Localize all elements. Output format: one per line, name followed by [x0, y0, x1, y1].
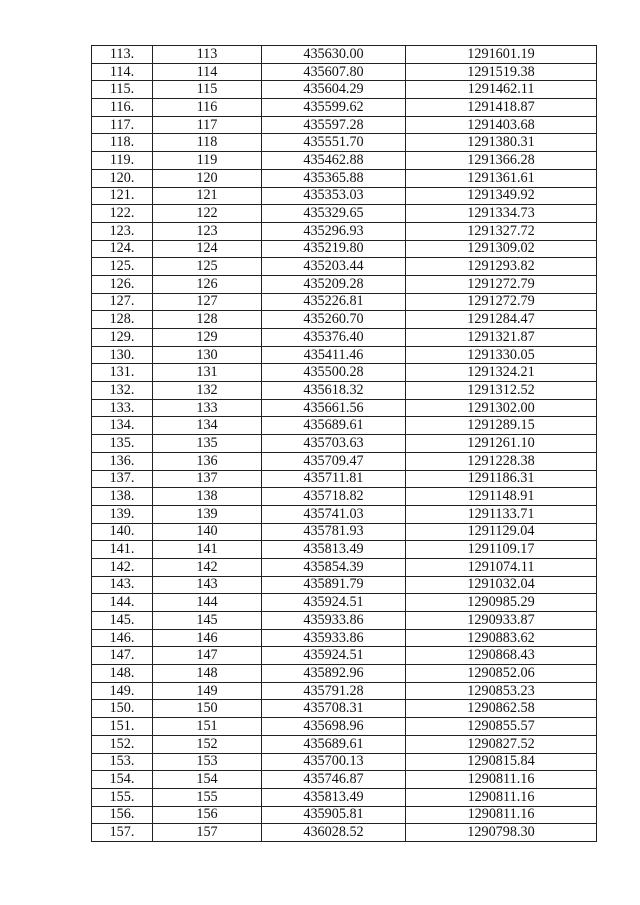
row-number-cell: 131.: [92, 364, 153, 382]
point-id-cell: 134: [153, 417, 262, 435]
x-coordinate-cell: 435892.96: [262, 665, 406, 683]
y-coordinate-cell: 1290811.16: [406, 806, 597, 824]
table-row: [92, 116, 597, 134]
row-number-cell: 132.: [92, 382, 153, 400]
y-coordinate-cell: 1291284.47: [406, 311, 597, 329]
row-number-cell: 133.: [92, 399, 153, 417]
y-coordinate-cell: 1291148.91: [406, 488, 597, 506]
x-coordinate-cell: 435905.81: [262, 806, 406, 824]
table-row: [92, 399, 597, 417]
point-id-cell: 125: [153, 258, 262, 276]
y-coordinate-cell: 1291293.82: [406, 258, 597, 276]
x-coordinate-cell: 436028.52: [262, 824, 406, 842]
row-number-cell: 127.: [92, 293, 153, 311]
row-number-cell: 123.: [92, 222, 153, 240]
y-coordinate-cell: 1291321.87: [406, 329, 597, 347]
table-row: [92, 612, 597, 630]
y-coordinate-cell: 1291109.17: [406, 541, 597, 559]
x-coordinate-cell: 435376.40: [262, 329, 406, 347]
point-id-cell: 138: [153, 488, 262, 506]
row-number-cell: 143.: [92, 576, 153, 594]
table-row: [92, 771, 597, 789]
point-id-cell: 133: [153, 399, 262, 417]
row-number-cell: 148.: [92, 665, 153, 683]
point-id-cell: 121: [153, 187, 262, 205]
y-coordinate-cell: 1291186.31: [406, 470, 597, 488]
x-coordinate-cell: 435813.49: [262, 788, 406, 806]
point-id-cell: 132: [153, 382, 262, 400]
y-coordinate-cell: 1291289.15: [406, 417, 597, 435]
row-number-cell: 144.: [92, 594, 153, 612]
row-number-cell: 157.: [92, 824, 153, 842]
x-coordinate-cell: 435708.31: [262, 700, 406, 718]
table-row: [92, 275, 597, 293]
y-coordinate-cell: 1291228.38: [406, 452, 597, 470]
y-coordinate-cell: 1291519.38: [406, 63, 597, 81]
y-coordinate-cell: 1291302.00: [406, 399, 597, 417]
point-id-cell: 123: [153, 222, 262, 240]
table-row: [92, 558, 597, 576]
row-number-cell: 126.: [92, 275, 153, 293]
row-number-cell: 136.: [92, 452, 153, 470]
point-id-cell: 157: [153, 824, 262, 842]
point-id-cell: 154: [153, 771, 262, 789]
y-coordinate-cell: 1290811.16: [406, 788, 597, 806]
table-row: [92, 346, 597, 364]
point-id-cell: 149: [153, 682, 262, 700]
point-id-cell: 141: [153, 541, 262, 559]
point-id-cell: 155: [153, 788, 262, 806]
x-coordinate-cell: 435209.28: [262, 275, 406, 293]
point-id-cell: 126: [153, 275, 262, 293]
x-coordinate-cell: 435630.00: [262, 46, 406, 64]
point-id-cell: 115: [153, 81, 262, 99]
y-coordinate-cell: 1290855.57: [406, 718, 597, 736]
y-coordinate-cell: 1291272.79: [406, 275, 597, 293]
y-coordinate-cell: 1291312.52: [406, 382, 597, 400]
x-coordinate-cell: 435411.46: [262, 346, 406, 364]
row-number-cell: 134.: [92, 417, 153, 435]
row-number-cell: 115.: [92, 81, 153, 99]
table-row: [92, 382, 597, 400]
y-coordinate-cell: 1290815.84: [406, 753, 597, 771]
point-id-cell: 139: [153, 505, 262, 523]
x-coordinate-cell: 435933.86: [262, 629, 406, 647]
point-id-cell: 130: [153, 346, 262, 364]
table-row: [92, 152, 597, 170]
y-coordinate-cell: 1291330.05: [406, 346, 597, 364]
x-coordinate-cell: 435924.51: [262, 647, 406, 665]
x-coordinate-cell: 435597.28: [262, 116, 406, 134]
x-coordinate-cell: 435599.62: [262, 99, 406, 117]
y-coordinate-cell: 1290933.87: [406, 612, 597, 630]
x-coordinate-cell: 435365.88: [262, 169, 406, 187]
y-coordinate-cell: 1291032.04: [406, 576, 597, 594]
point-id-cell: 113: [153, 46, 262, 64]
y-coordinate-cell: 1291418.87: [406, 99, 597, 117]
table-row: [92, 205, 597, 223]
y-coordinate-cell: 1290862.58: [406, 700, 597, 718]
x-coordinate-cell: 435462.88: [262, 152, 406, 170]
row-number-cell: 117.: [92, 116, 153, 134]
row-number-cell: 153.: [92, 753, 153, 771]
row-number-cell: 154.: [92, 771, 153, 789]
row-number-cell: 125.: [92, 258, 153, 276]
table-row: [92, 364, 597, 382]
table-row: [92, 311, 597, 329]
y-coordinate-cell: 1291361.61: [406, 169, 597, 187]
y-coordinate-cell: 1291334.73: [406, 205, 597, 223]
coordinates-table: [91, 45, 597, 842]
x-coordinate-cell: 435781.93: [262, 523, 406, 541]
point-id-cell: 144: [153, 594, 262, 612]
point-id-cell: 124: [153, 240, 262, 258]
row-number-cell: 116.: [92, 99, 153, 117]
table-row: [92, 523, 597, 541]
row-number-cell: 135.: [92, 435, 153, 453]
table-row: [92, 735, 597, 753]
table-row: [92, 258, 597, 276]
x-coordinate-cell: 435933.86: [262, 612, 406, 630]
point-id-cell: 127: [153, 293, 262, 311]
row-number-cell: 140.: [92, 523, 153, 541]
x-coordinate-cell: 435700.13: [262, 753, 406, 771]
row-number-cell: 139.: [92, 505, 153, 523]
table-row: [92, 134, 597, 152]
x-coordinate-cell: 435813.49: [262, 541, 406, 559]
table-row: [92, 81, 597, 99]
x-coordinate-cell: 435703.63: [262, 435, 406, 453]
y-coordinate-cell: 1290811.16: [406, 771, 597, 789]
row-number-cell: 128.: [92, 311, 153, 329]
y-coordinate-cell: 1291462.11: [406, 81, 597, 99]
y-coordinate-cell: 1291309.02: [406, 240, 597, 258]
table-row: [92, 700, 597, 718]
table-row: [92, 682, 597, 700]
x-coordinate-cell: 435604.29: [262, 81, 406, 99]
table-row: [92, 647, 597, 665]
y-coordinate-cell: 1290798.30: [406, 824, 597, 842]
x-coordinate-cell: 435219.80: [262, 240, 406, 258]
row-number-cell: 142.: [92, 558, 153, 576]
point-id-cell: 150: [153, 700, 262, 718]
y-coordinate-cell: 1291366.28: [406, 152, 597, 170]
row-number-cell: 121.: [92, 187, 153, 205]
y-coordinate-cell: 1291074.11: [406, 558, 597, 576]
y-coordinate-cell: 1291261.10: [406, 435, 597, 453]
point-id-cell: 147: [153, 647, 262, 665]
row-number-cell: 118.: [92, 134, 153, 152]
row-number-cell: 137.: [92, 470, 153, 488]
table-row: [92, 594, 597, 612]
table-row: [92, 718, 597, 736]
x-coordinate-cell: 435689.61: [262, 735, 406, 753]
row-number-cell: 150.: [92, 700, 153, 718]
point-id-cell: 136: [153, 452, 262, 470]
table-row: [92, 187, 597, 205]
point-id-cell: 116: [153, 99, 262, 117]
x-coordinate-cell: 435551.70: [262, 134, 406, 152]
x-coordinate-cell: 435226.81: [262, 293, 406, 311]
row-number-cell: 149.: [92, 682, 153, 700]
x-coordinate-cell: 435618.32: [262, 382, 406, 400]
y-coordinate-cell: 1291272.79: [406, 293, 597, 311]
row-number-cell: 138.: [92, 488, 153, 506]
table-row: [92, 541, 597, 559]
row-number-cell: 156.: [92, 806, 153, 824]
table-row: [92, 435, 597, 453]
row-number-cell: 113.: [92, 46, 153, 64]
x-coordinate-cell: 435924.51: [262, 594, 406, 612]
table-row: [92, 488, 597, 506]
point-id-cell: 129: [153, 329, 262, 347]
x-coordinate-cell: 435709.47: [262, 452, 406, 470]
table-row: [92, 806, 597, 824]
point-id-cell: 131: [153, 364, 262, 382]
row-number-cell: 145.: [92, 612, 153, 630]
table-row: [92, 222, 597, 240]
y-coordinate-cell: 1291133.71: [406, 505, 597, 523]
point-id-cell: 114: [153, 63, 262, 81]
y-coordinate-cell: 1290985.29: [406, 594, 597, 612]
point-id-cell: 151: [153, 718, 262, 736]
x-coordinate-cell: 435698.96: [262, 718, 406, 736]
y-coordinate-cell: 1291324.21: [406, 364, 597, 382]
point-id-cell: 156: [153, 806, 262, 824]
point-id-cell: 143: [153, 576, 262, 594]
x-coordinate-cell: 435854.39: [262, 558, 406, 576]
x-coordinate-cell: 435607.80: [262, 63, 406, 81]
x-coordinate-cell: 435296.93: [262, 222, 406, 240]
x-coordinate-cell: 435711.81: [262, 470, 406, 488]
row-number-cell: 122.: [92, 205, 153, 223]
row-number-cell: 114.: [92, 63, 153, 81]
row-number-cell: 119.: [92, 152, 153, 170]
point-id-cell: 119: [153, 152, 262, 170]
point-id-cell: 118: [153, 134, 262, 152]
table-row: [92, 452, 597, 470]
table-row: [92, 576, 597, 594]
y-coordinate-cell: 1291601.19: [406, 46, 597, 64]
x-coordinate-cell: 435741.03: [262, 505, 406, 523]
y-coordinate-cell: 1291380.31: [406, 134, 597, 152]
row-number-cell: 155.: [92, 788, 153, 806]
table-row: [92, 629, 597, 647]
x-coordinate-cell: 435661.56: [262, 399, 406, 417]
table-row: [92, 824, 597, 842]
x-coordinate-cell: 435260.70: [262, 311, 406, 329]
point-id-cell: 142: [153, 558, 262, 576]
table-row: [92, 417, 597, 435]
table-row: [92, 63, 597, 81]
point-id-cell: 135: [153, 435, 262, 453]
table-row: [92, 240, 597, 258]
y-coordinate-cell: 1291129.04: [406, 523, 597, 541]
table-row: [92, 293, 597, 311]
x-coordinate-cell: 435791.28: [262, 682, 406, 700]
x-coordinate-cell: 435891.79: [262, 576, 406, 594]
row-number-cell: 120.: [92, 169, 153, 187]
point-id-cell: 122: [153, 205, 262, 223]
x-coordinate-cell: 435746.87: [262, 771, 406, 789]
point-id-cell: 152: [153, 735, 262, 753]
y-coordinate-cell: 1290883.62: [406, 629, 597, 647]
row-number-cell: 147.: [92, 647, 153, 665]
table-row: [92, 169, 597, 187]
row-number-cell: 130.: [92, 346, 153, 364]
table-row: [92, 46, 597, 64]
point-id-cell: 128: [153, 311, 262, 329]
coordinates-table-body: [92, 46, 597, 842]
row-number-cell: 141.: [92, 541, 153, 559]
x-coordinate-cell: 435500.28: [262, 364, 406, 382]
table-row: [92, 329, 597, 347]
table-row: [92, 665, 597, 683]
point-id-cell: 137: [153, 470, 262, 488]
x-coordinate-cell: 435718.82: [262, 488, 406, 506]
table-row: [92, 470, 597, 488]
table-row: [92, 505, 597, 523]
y-coordinate-cell: 1291349.92: [406, 187, 597, 205]
row-number-cell: 129.: [92, 329, 153, 347]
x-coordinate-cell: 435353.03: [262, 187, 406, 205]
y-coordinate-cell: 1290853.23: [406, 682, 597, 700]
row-number-cell: 124.: [92, 240, 153, 258]
table-row: [92, 753, 597, 771]
point-id-cell: 146: [153, 629, 262, 647]
point-id-cell: 145: [153, 612, 262, 630]
table-row: [92, 99, 597, 117]
row-number-cell: 151.: [92, 718, 153, 736]
point-id-cell: 117: [153, 116, 262, 134]
y-coordinate-cell: 1290868.43: [406, 647, 597, 665]
y-coordinate-cell: 1290827.52: [406, 735, 597, 753]
x-coordinate-cell: 435203.44: [262, 258, 406, 276]
row-number-cell: 146.: [92, 629, 153, 647]
table-row: [92, 788, 597, 806]
y-coordinate-cell: 1291403.68: [406, 116, 597, 134]
y-coordinate-cell: 1290852.06: [406, 665, 597, 683]
y-coordinate-cell: 1291327.72: [406, 222, 597, 240]
x-coordinate-cell: 435329.65: [262, 205, 406, 223]
row-number-cell: 152.: [92, 735, 153, 753]
x-coordinate-cell: 435689.61: [262, 417, 406, 435]
point-id-cell: 140: [153, 523, 262, 541]
point-id-cell: 153: [153, 753, 262, 771]
point-id-cell: 120: [153, 169, 262, 187]
point-id-cell: 148: [153, 665, 262, 683]
